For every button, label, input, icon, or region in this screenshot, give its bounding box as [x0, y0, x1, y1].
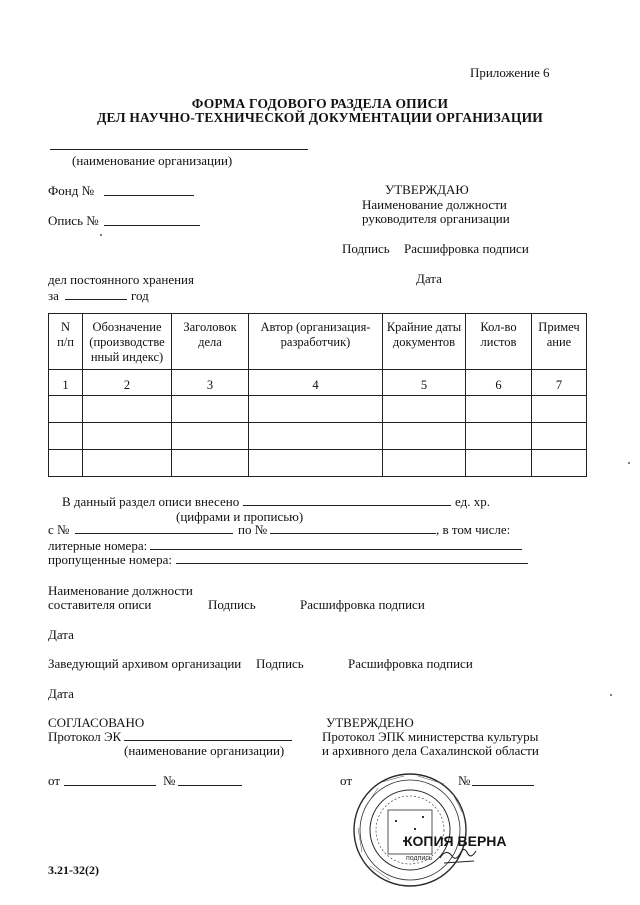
year-line — [65, 299, 127, 300]
stamp-signature-caption: подпись — [406, 855, 433, 862]
table-cell — [249, 423, 383, 450]
opis-number-line — [104, 225, 200, 226]
approved-number-label: № — [458, 773, 471, 788]
approve-heading: УТВЕРЖДАЮ — [385, 182, 469, 197]
approve-date-label: Дата — [416, 271, 442, 286]
summary-line1-suffix: ед. хр. — [455, 494, 490, 509]
table-cell — [249, 396, 383, 423]
table-cell — [83, 450, 172, 477]
summary-from-label: с № — [48, 522, 70, 537]
agreed-org-caption: (наименование организации) — [124, 743, 285, 758]
scan-speck — [628, 462, 630, 464]
seal-stamp — [348, 768, 507, 886]
table-cell — [466, 450, 532, 477]
column-number: 7 — [532, 370, 587, 396]
form-title-line1: ФОРМА ГОДОВОГО РАЗДЕЛА ОПИСИ — [191, 96, 449, 111]
table-row — [49, 423, 587, 450]
agreed-number-line — [178, 785, 242, 786]
opis-label: Опись № — [48, 213, 99, 228]
summary-line1-prefix: В данный раздел описи внесено — [62, 494, 240, 509]
table-cell — [49, 450, 83, 477]
column-number: 6 — [466, 370, 532, 396]
table-cell — [383, 396, 466, 423]
table-cell — [83, 396, 172, 423]
org-name-line — [50, 149, 308, 150]
year-prefix: за — [48, 288, 59, 303]
table-cell — [49, 396, 83, 423]
missing-numbers-line — [176, 563, 528, 564]
form-title-line2: ДЕЛ НАУЧНО-ТЕХНИЧЕСКОЙ ДОКУМЕНТАЦИИ ОРГАНИЗАЦИИ — [97, 110, 543, 125]
compiler-date-label: Дата — [48, 627, 74, 642]
compiler-decode-label: Расшифровка подписи — [300, 597, 425, 612]
table-row — [49, 396, 587, 423]
summary-to-label: по № — [238, 522, 268, 537]
year-suffix: год — [131, 288, 149, 303]
approved-heading: УТВЕРЖДЕНО — [326, 715, 414, 730]
missing-numbers-label: пропущенные номера: — [48, 552, 172, 567]
table-cell — [532, 396, 587, 423]
agreed-from-label: от — [48, 773, 61, 788]
header-dates: Крайние даты документов — [383, 314, 466, 370]
letter-numbers-label: литерные номера: — [48, 538, 148, 553]
summary-from-line — [75, 533, 233, 534]
scan-speck — [100, 234, 102, 236]
table-row — [49, 450, 587, 477]
table-cell — [49, 423, 83, 450]
header-author: Автор (организация- разработчик) — [249, 314, 383, 370]
scan-speck — [610, 694, 612, 696]
column-number: 2 — [83, 370, 172, 396]
inventory-table — [48, 313, 587, 477]
table-cell — [249, 450, 383, 477]
storage-type: дел постоянного хранения — [48, 272, 194, 287]
header-sheets: Кол-во листов — [466, 314, 532, 370]
agreed-protocol-line — [124, 740, 292, 741]
summary-count-line — [243, 505, 451, 506]
table-cell — [466, 396, 532, 423]
document-code: 3.21-32(2) — [48, 863, 99, 877]
archive-head-signature-label: Подпись — [256, 656, 304, 671]
approved-from-label: от — [340, 773, 353, 788]
approve-decode-label: Расшифровка подписи — [404, 241, 529, 256]
summary-to-line — [270, 533, 436, 534]
header-case-title: Заголовок дела — [172, 314, 249, 370]
approve-position-line2: руководителя организации — [362, 211, 510, 226]
approve-position-line1: Наименование должности — [362, 197, 507, 212]
summary-caption: (цифрами и прописью) — [176, 509, 304, 524]
table-header-row — [49, 314, 587, 370]
table-cell — [532, 450, 587, 477]
compiler-position-line2: составителя описи — [48, 597, 152, 612]
agreed-number-label: № — [163, 773, 176, 788]
column-number: 3 — [172, 370, 249, 396]
stamp-text: КОПИЯ ВЕРНА — [404, 833, 507, 849]
header-notes: Примеч ание — [532, 314, 587, 370]
agreed-heading: СОГЛАСОВАНО — [48, 715, 145, 730]
appendix-label: Приложение 6 — [470, 65, 550, 80]
summary-including: , в том числе: — [436, 522, 511, 537]
agreed-protocol-label: Протокол ЭК — [48, 729, 122, 744]
letter-numbers-line — [150, 549, 522, 550]
header-number: N п/п — [49, 314, 83, 370]
table-number-row — [49, 370, 587, 396]
table-cell — [172, 396, 249, 423]
approve-signature-label: Подпись — [342, 241, 390, 256]
stamp-signature-scribble — [440, 849, 476, 863]
table-cell — [172, 423, 249, 450]
approved-line2: и архивного дела Сахалинской области — [322, 743, 539, 758]
fond-label: Фонд № — [48, 183, 94, 198]
table-cell — [172, 450, 249, 477]
table-cell — [83, 423, 172, 450]
table-cell — [466, 423, 532, 450]
table-cell — [532, 423, 587, 450]
compiler-position-line1: Наименование должности — [48, 583, 193, 598]
header-designation: Обозначение (производстве нный индекс) — [83, 314, 172, 370]
fond-number-line — [104, 195, 194, 196]
table-cell — [383, 423, 466, 450]
archive-head-decode-label: Расшифровка подписи — [348, 656, 473, 671]
table-cell — [383, 450, 466, 477]
archive-head-label: Заведующий архивом организации — [48, 656, 242, 671]
agreed-date-line — [64, 785, 156, 786]
column-number: 4 — [249, 370, 383, 396]
archive-head-date-label: Дата — [48, 686, 74, 701]
column-number: 5 — [383, 370, 466, 396]
column-number: 1 — [49, 370, 83, 396]
approved-line1: Протокол ЭПК министерства культуры — [322, 729, 539, 744]
compiler-signature-label: Подпись — [208, 597, 256, 612]
org-name-caption: (наименование организации) — [72, 153, 233, 168]
